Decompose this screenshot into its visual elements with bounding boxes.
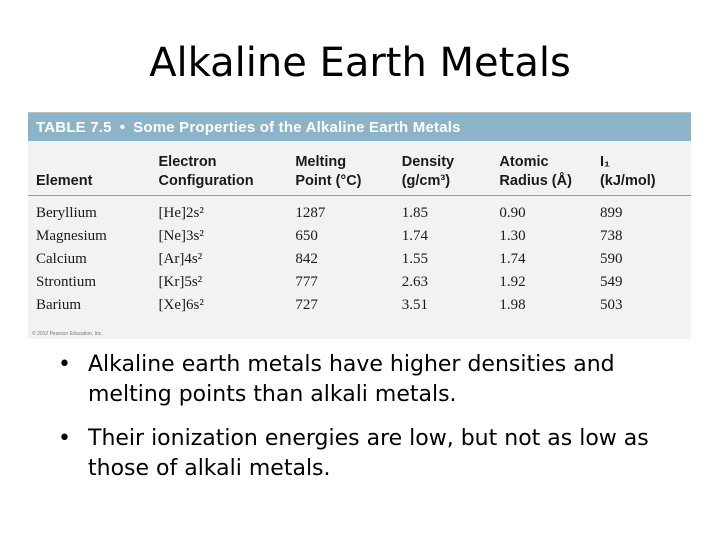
- table-caption-separator: •: [119, 118, 126, 136]
- column-header-melting-point: Melting Point (°C): [295, 154, 362, 189]
- cell-melting-point: 727: [295, 297, 318, 313]
- cell-configuration: [He]2s²: [158, 205, 204, 221]
- cell-configuration: [Ar]4s²: [158, 251, 203, 267]
- cell-density: 1.85: [401, 205, 428, 221]
- cell-atomic-radius: 1.74: [499, 251, 526, 267]
- cell-atomic-radius: 1.98: [499, 297, 526, 313]
- copyright-notice: © 2012 Pearson Education, Inc.: [32, 331, 103, 337]
- cell-configuration: [Kr]5s²: [158, 274, 203, 290]
- cell-ionization-energy: 590: [599, 251, 623, 267]
- bullet-text: Alkaline earth metals have higher densities and melting points than alkali metals.: [88, 352, 615, 407]
- cell-configuration: [Xe]6s²: [158, 297, 204, 313]
- cell-melting-point: 842: [295, 251, 318, 267]
- properties-table: [28, 153, 691, 317]
- table-caption-bar: [28, 113, 691, 141]
- cell-melting-point: 1287: [295, 205, 326, 221]
- table-row: [28, 225, 691, 248]
- bullet-item: [58, 350, 698, 410]
- table-label: TABLE 7.5: [36, 118, 112, 136]
- properties-table-panel: [28, 112, 691, 339]
- column-header-atomic-radius: Atomic Radius (Å): [499, 154, 572, 189]
- cell-atomic-radius: 0.90: [499, 205, 526, 221]
- table-row: [28, 294, 691, 317]
- cell-density: 1.55: [401, 251, 428, 267]
- cell-density: 1.74: [401, 228, 428, 244]
- cell-element: Beryllium: [36, 205, 97, 221]
- column-header-density: Density (g/cm³): [401, 154, 455, 189]
- column-header-ionization-energy: I₁ (kJ/mol): [599, 154, 656, 189]
- cell-ionization-energy: 503: [599, 297, 623, 313]
- cell-melting-point: 650: [295, 228, 318, 244]
- table-row: [28, 271, 691, 294]
- bullet-marker: •: [58, 426, 71, 451]
- column-header-configuration: Electron Configuration: [158, 154, 254, 189]
- cell-atomic-radius: 1.92: [499, 274, 526, 290]
- column-header-element: Element: [36, 173, 93, 189]
- table-row: [28, 248, 691, 271]
- cell-element: Strontium: [36, 274, 97, 290]
- cell-element: Magnesium: [36, 228, 107, 244]
- cell-ionization-energy: 738: [599, 228, 623, 244]
- cell-ionization-energy: 899: [599, 205, 623, 221]
- bullet-item: [58, 424, 698, 484]
- bullet-text: Their ionization energies are low, but not as low as those of alkali metals.: [88, 426, 649, 481]
- slide-title: Alkaline Earth Metals: [149, 40, 571, 86]
- cell-atomic-radius: 1.30: [499, 228, 526, 244]
- table-header-row: [28, 153, 691, 196]
- cell-melting-point: 777: [295, 274, 318, 290]
- cell-element: Calcium: [36, 251, 87, 267]
- bullet-list: [58, 350, 698, 498]
- cell-element: Barium: [36, 297, 81, 313]
- table-caption: Some Properties of the Alkaline Earth Metals: [133, 118, 461, 136]
- cell-density: 2.63: [401, 274, 428, 290]
- table-row: [28, 196, 691, 226]
- cell-ionization-energy: 549: [599, 274, 623, 290]
- bullet-marker: •: [58, 352, 71, 377]
- cell-density: 3.51: [401, 297, 428, 313]
- cell-configuration: [Ne]3s²: [158, 228, 204, 244]
